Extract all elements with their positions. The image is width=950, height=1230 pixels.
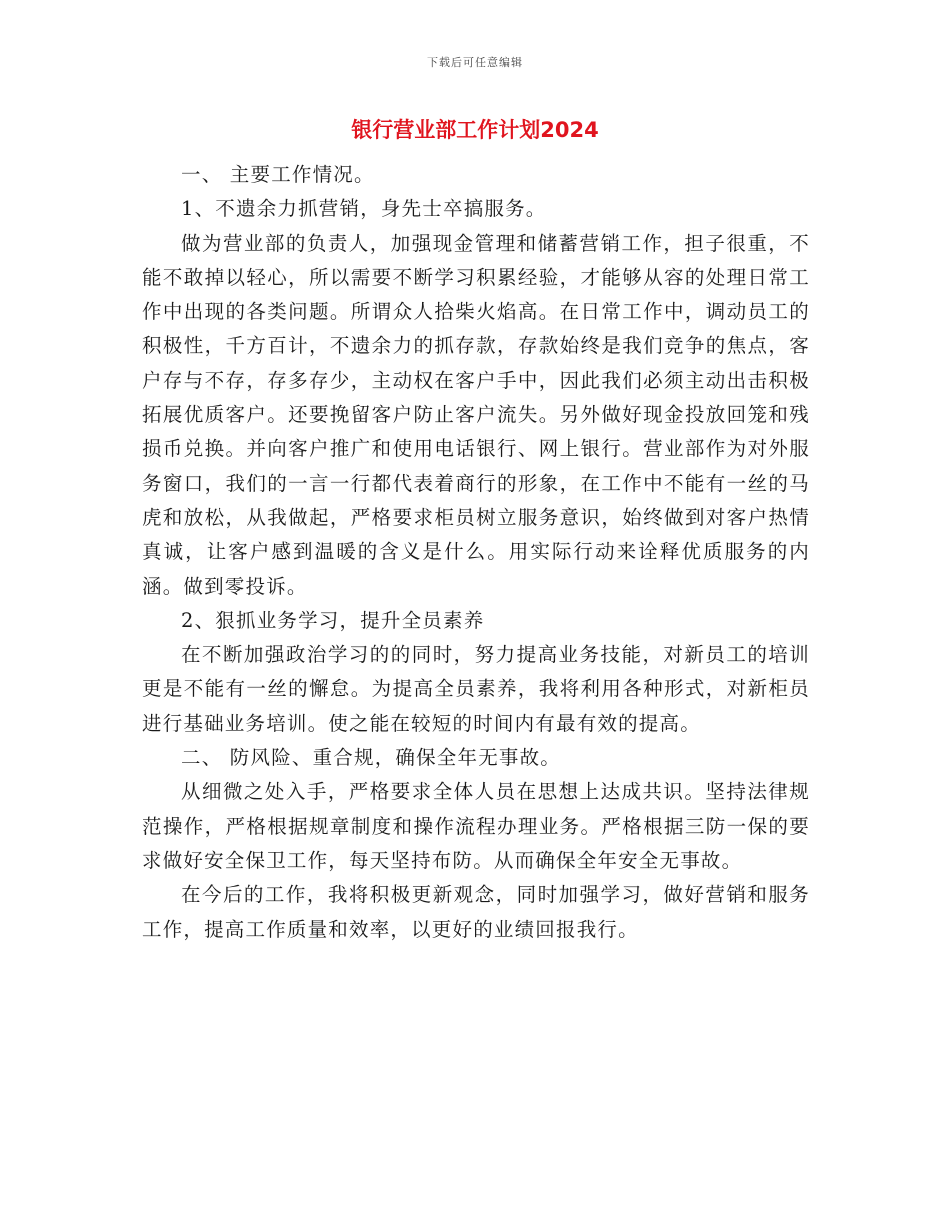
body-paragraph: 做为营业部的负责人，加强现金管理和储蓄营销工作，担子很重，不能不敢掉以轻心，所以需要不断学习积累经验，才能够从容的处理日常工作中出现的各类问题。所谓众人拾柴火焰高。在日常工作中，调动员工的积极性，千方百计，不遗余力的抓存款，存款始终是我们竞争的焦点，客户存与不存，存多存少，主动权在客户手中，因此我们必须主动出击积极拓展优质客户。还要挽留客户防止客户流失。另外做好现金投放回笼和残损币兑换。并向客户推广和使用电话银行、网上银行。营业部作为对外服务窗口，我们的一言一行都代表着商行的形象，在工作中不能有一丝的马虎和放松，从我做起，严格要求柜员树立服务意识，始终做到对客户热情真诚，让客户感到温暖的含义是什么。用实际行动来诠释优质服务的内涵。做到零投诉。 (142, 231, 810, 598)
subsection-heading-1: 1、不遗余力抓营销，身先士卒搞服务。 (181, 197, 547, 221)
section-heading-1: 一、 主要工作情况。 (181, 163, 375, 186)
body-paragraph: 从细微之处入手，严格要求全体人员在思想上达成共识。坚持法律规范操作，严格根据规章制度和操作流程办理业务。严格根据三防一保的要求做好安全保卫工作，每天坚持布防。从而确保全年安全无事故。 (142, 780, 810, 872)
subsection-heading-2: 2、狠抓业务学习，提升全员素养 (181, 608, 485, 632)
header-note: 下载后可任意编辑 (427, 56, 523, 69)
body-paragraph: 在不断加强政治学习的的同时，努力提高业务技能，对新员工的培训更是不能有一丝的懈怠。为提高全员素养，我将利用各种形式，对新柜员进行基础业务培训。使之能在较短的时间内有最有效的提高。 (142, 643, 810, 735)
section-heading-2: 二、 防风险、重合规，确保全年无事故。 (181, 746, 561, 770)
closing-paragraph: 在今后的工作，我将积极更新观念，同时加强学习，做好营销和服务工作，提高工作质量和效率，以更好的业绩回报我行。 (142, 883, 810, 941)
document-title: 银行营业部工作计划2024 (351, 118, 599, 142)
document-body (142, 158, 810, 947)
